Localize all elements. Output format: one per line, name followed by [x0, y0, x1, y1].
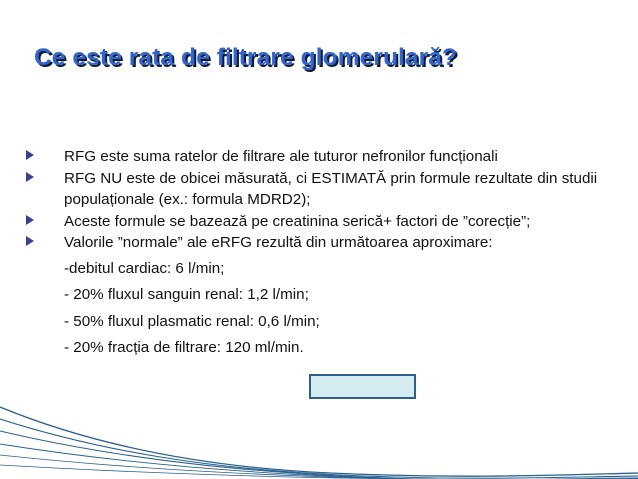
triangle-bullet-icon [26, 236, 34, 246]
bullet-list [22, 146, 622, 359]
bullet-text: RFG NU este de obicei măsurată, ci ESTIMATĂ prin formule rezultate din studii populaționale (ex.: formula MDRD2); [64, 169, 598, 208]
value-line: - 20% fracția de filtrare: 120 ml/min. [64, 339, 304, 356]
slide-title: Ce este rata de filtrare glomerulară? [34, 44, 458, 71]
bullet-item [22, 232, 622, 254]
value-line: - 50% fluxul plasmatic renal: 0,6 l/min; [64, 312, 320, 330]
triangle-bullet-icon [26, 172, 34, 182]
bullet-text: RFG este suma ratelor de filtrare ale tuturor nefronilor funcționali [64, 148, 498, 165]
decorative-waves [0, 389, 638, 479]
triangle-bullet-icon [26, 150, 34, 160]
triangle-bullet-icon [26, 215, 34, 225]
value-line: - 20% fluxul sanguin renal: 1,2 l/min; [64, 286, 309, 303]
bullet-item [22, 211, 622, 233]
bullet-text: Valorile ”normale” ale eRFG rezultă din următoarea aproximare: [64, 234, 493, 251]
bullet-text: Aceste formule se bazează pe creatinina serică+ factori de ”corecție”; [64, 212, 531, 230]
bullet-item [22, 168, 622, 211]
value-line: -debitul cardiac: 6 l/min; [64, 259, 225, 277]
bullet-item [22, 146, 622, 168]
